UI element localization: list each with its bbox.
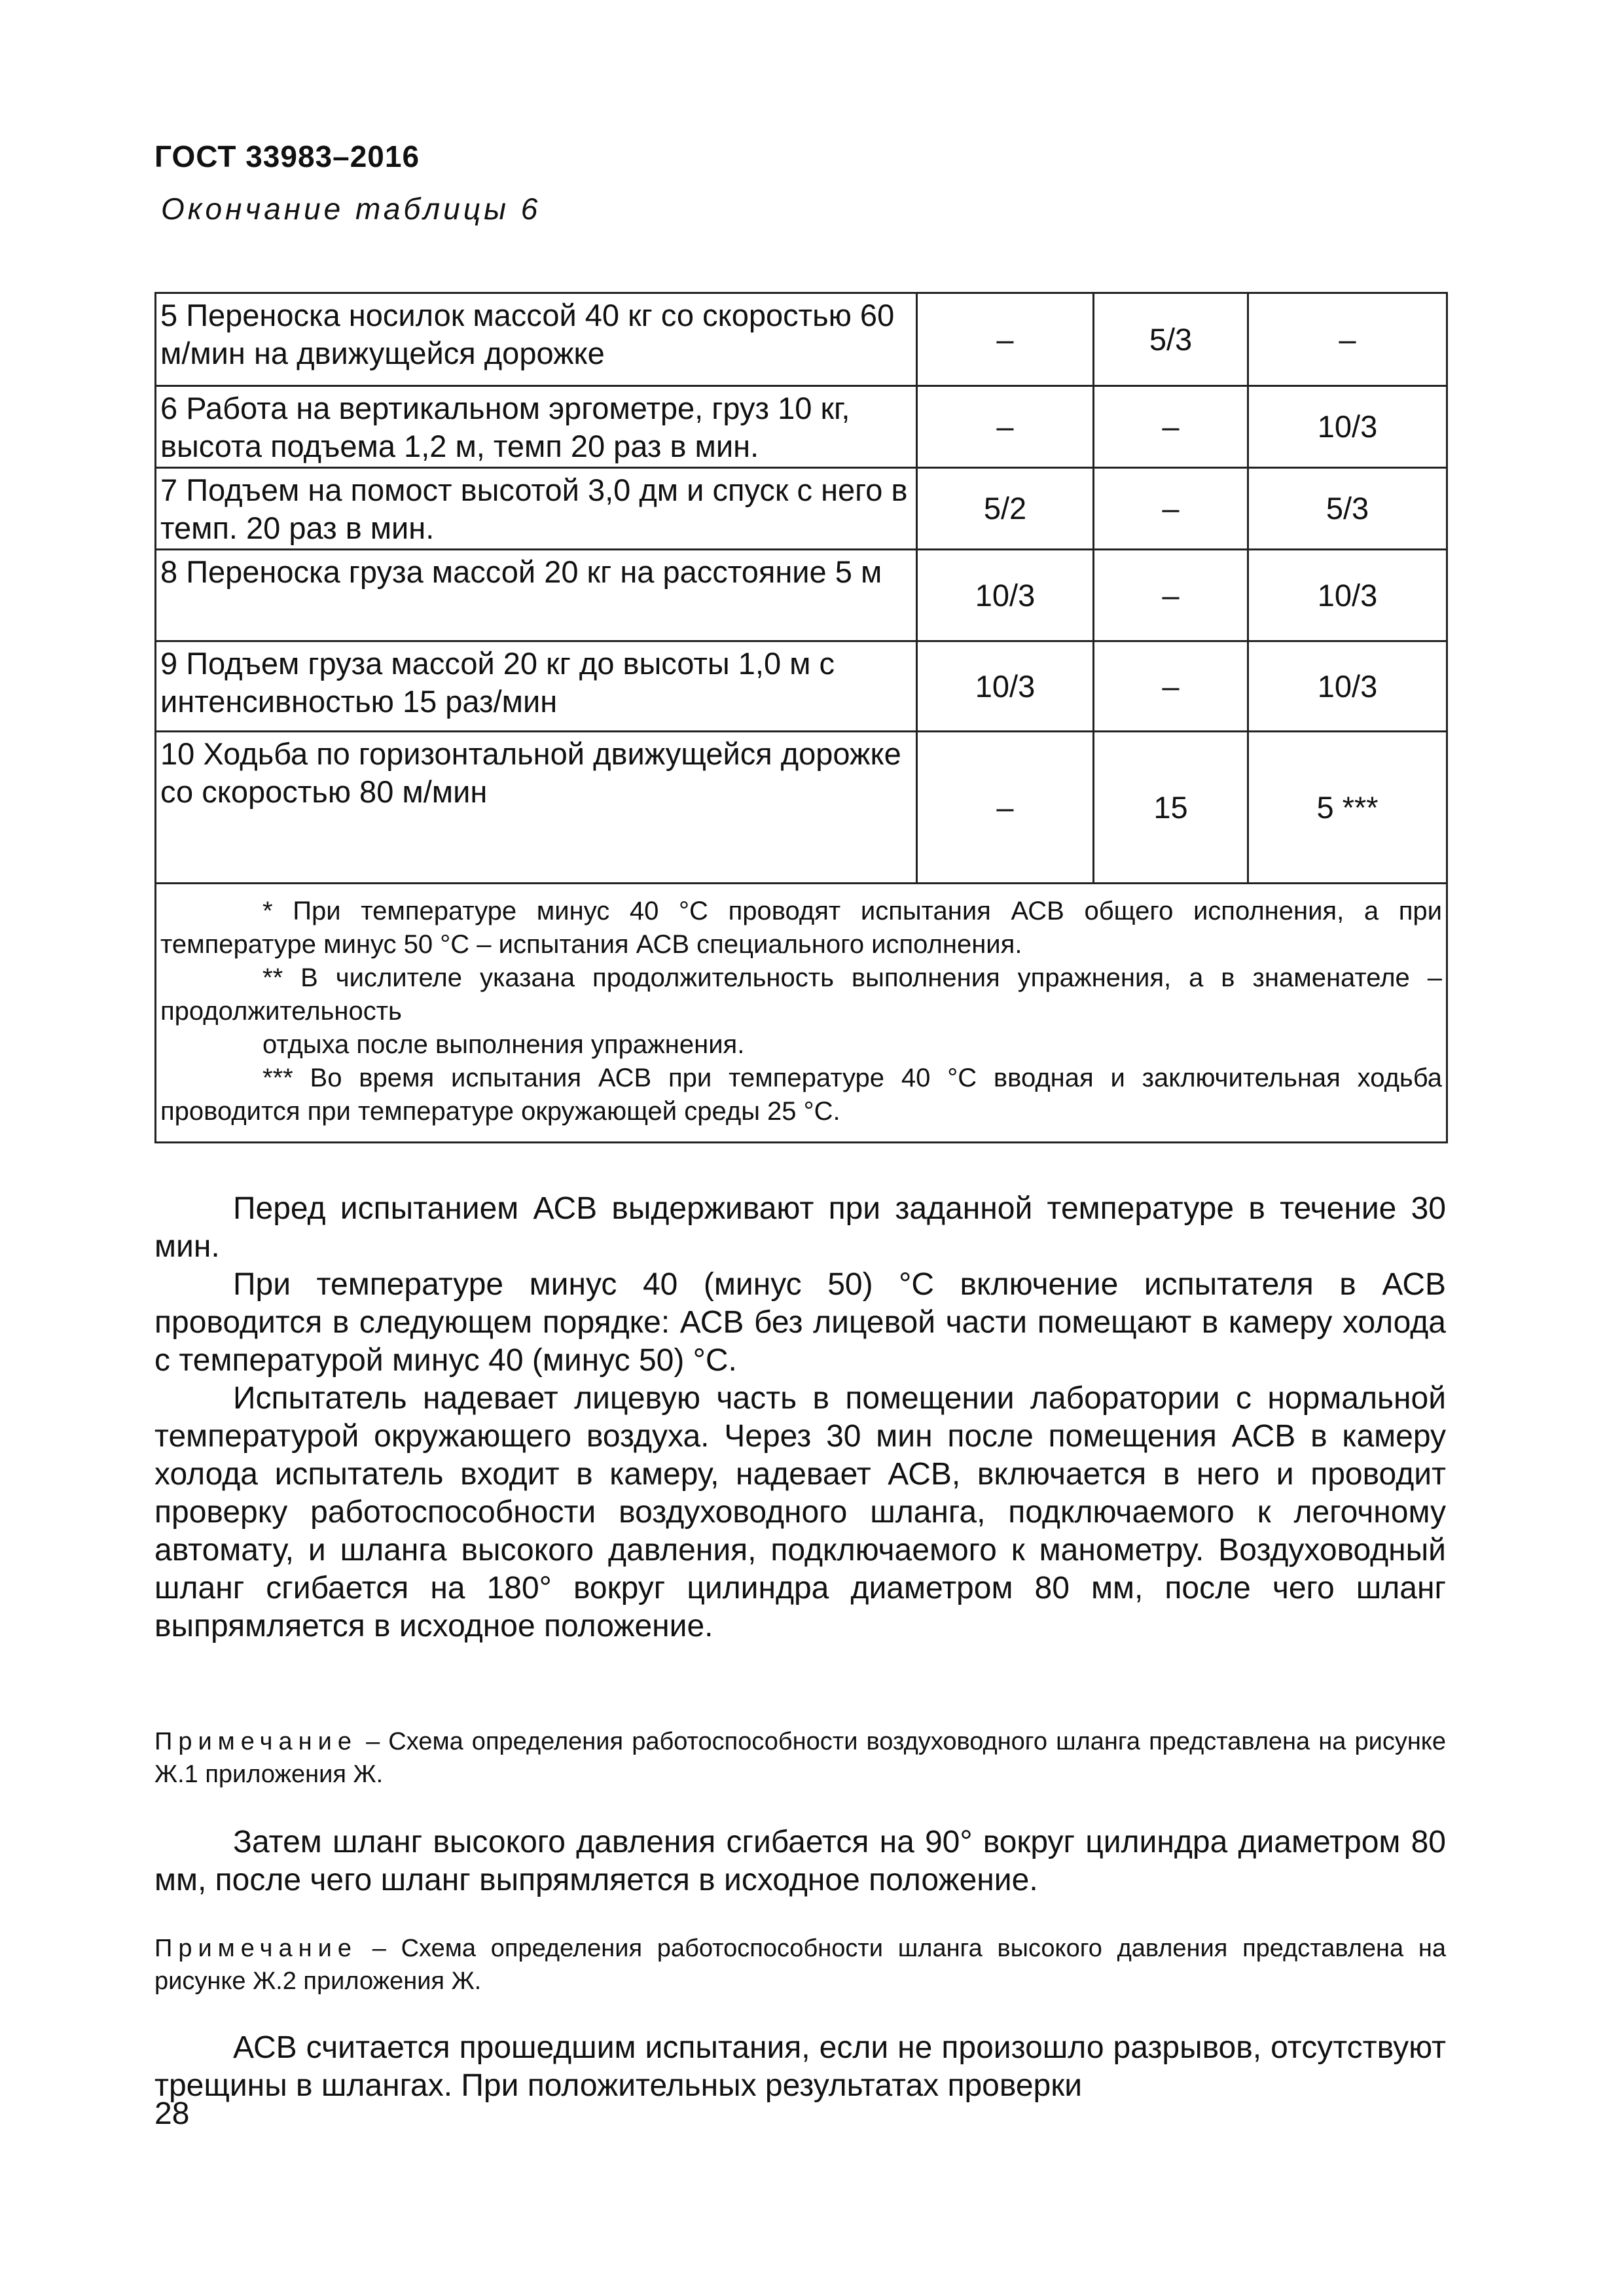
table-cell: 10/3 [1248,550,1447,641]
note-text: – Схема определения работоспособности шланга высокого давления представлена на рисунке Ж.2 приложения Ж. [154,1935,1447,1995]
note-label: Примечание [154,1728,357,1755]
exercise-description: 10 Ходьба по горизонтальной движущейся дорожке со скоростью 80 м/мин [156,732,917,884]
exercise-description: 9 Подъем груза массой 20 кг до высоты 1,0 м с интенсивностью 15 раз/мин [156,641,917,732]
table-cell: – [917,293,1094,386]
note-1 [154,1725,1446,1791]
exercise-description: 5 Переноска носилок массой 40 кг со скоростью 60 м/мин на движущейся дорожке [156,293,917,386]
table-caption: Окончание таблицы 6 [161,192,541,226]
table-cell: 5/3 [1094,293,1248,386]
exercise-description: 8 Переноска груза массой 20 кг на расстояние 5 м [156,550,917,641]
exercise-description: 6 Работа на вертикальном эргометре, груз 10 кг, высота подъема 1,2 м, темп 20 раз в мин. [156,386,917,468]
table-cell: – [1248,293,1447,386]
note-2 [154,1932,1446,1998]
body-section-2 [154,1823,1446,1899]
table-cell: – [917,732,1094,884]
table-footnotes [156,884,1447,1143]
footnote-2-continuation: отдыха после выполнения упражнения. [262,1030,745,1059]
page-number: 28 [154,2096,190,2131]
body-section-3 [154,2029,1446,2105]
note-label: Примечание [154,1935,357,1962]
paragraph: АСВ считается прошедшим испытания, если не произошло разрывов, отсутствуют трещины в шлангах. При положительных результатах проверки [154,2030,1446,2103]
table-row [156,293,1447,386]
table-cell: – [1094,468,1248,550]
table-cell: 5/3 [1248,468,1447,550]
table-cell: 10/3 [1248,386,1447,468]
paragraph: Затем шланг высокого давления сгибается на 90° вокруг цилиндра диаметром 80 мм, после чего шланг выпрямляется в исходное положение. [154,1825,1446,1897]
table-cell: – [917,386,1094,468]
table-cell: – [1094,550,1248,641]
exercise-description: 7 Подъем на помост высотой 3,0 дм и спуск с него в темп. 20 раз в мин. [156,468,917,550]
table-row [156,641,1447,732]
table-cell: 5 *** [1248,732,1447,884]
paragraph: Испытатель надевает лицевую часть в помещении лаборатории с нормальной температурой окружающего воздуха. Через 30 мин после помещения АСВ в камеру холода испытатель входит в камеру, надевает АСВ, включается в него и проводит проверку работоспособности воздуховодного шланга, подключаемого к легочному автомату, и шланга высокого давления, подключаемого к манометру. Воздуховодный шланг сгибается на 180° вокруг цилиндра диаметром 80 мм, после чего шланг выпрямляется в исходное положение. [154,1381,1446,1643]
table-footnotes-row [156,884,1447,1143]
table-cell: 10/3 [1248,641,1447,732]
table-row [156,386,1447,468]
table-row [156,550,1447,641]
table-cell: 10/3 [917,550,1094,641]
note-text: – Схема определения работоспособности воздуховодного шланга представлена на рисунке Ж.1 приложения Ж. [154,1728,1446,1788]
footnote-2: ** В числителе указана продолжительность выполнения упражнения, а в знаменателе – продолжительность [160,963,1442,1026]
paragraph: Перед испытанием АСВ выдерживают при заданной температуре в течение 30 мин. [154,1191,1446,1264]
table-row [156,468,1447,550]
exercise-table [154,292,1448,1143]
table-cell: – [1094,641,1248,732]
table-cell: – [1094,386,1248,468]
paragraph: При температуре минус 40 (минус 50) °С включение испытателя в АСВ проводится в следующем порядке: АСВ без лицевой части помещают в камеру холода с температурой минус 40 (минус 50) °С. [154,1267,1446,1378]
table-row [156,732,1447,884]
table-cell: 5/2 [917,468,1094,550]
footnote-3: *** Во время испытания АСВ при температуре 40 °С вводная и заключительная ходьба проводится при температуре окружающей среды 25 °С. [160,1064,1442,1126]
table-cell: 15 [1094,732,1248,884]
document-code: ГОСТ 33983–2016 [154,139,420,173]
body-section-1 [154,1190,1446,1645]
table-cell: 10/3 [917,641,1094,732]
footnote-1: * При температуре минус 40 °С проводят испытания АСВ общего исполнения, а при температуре минус 50 °С – испытания АСВ специального исполнения. [160,897,1442,959]
